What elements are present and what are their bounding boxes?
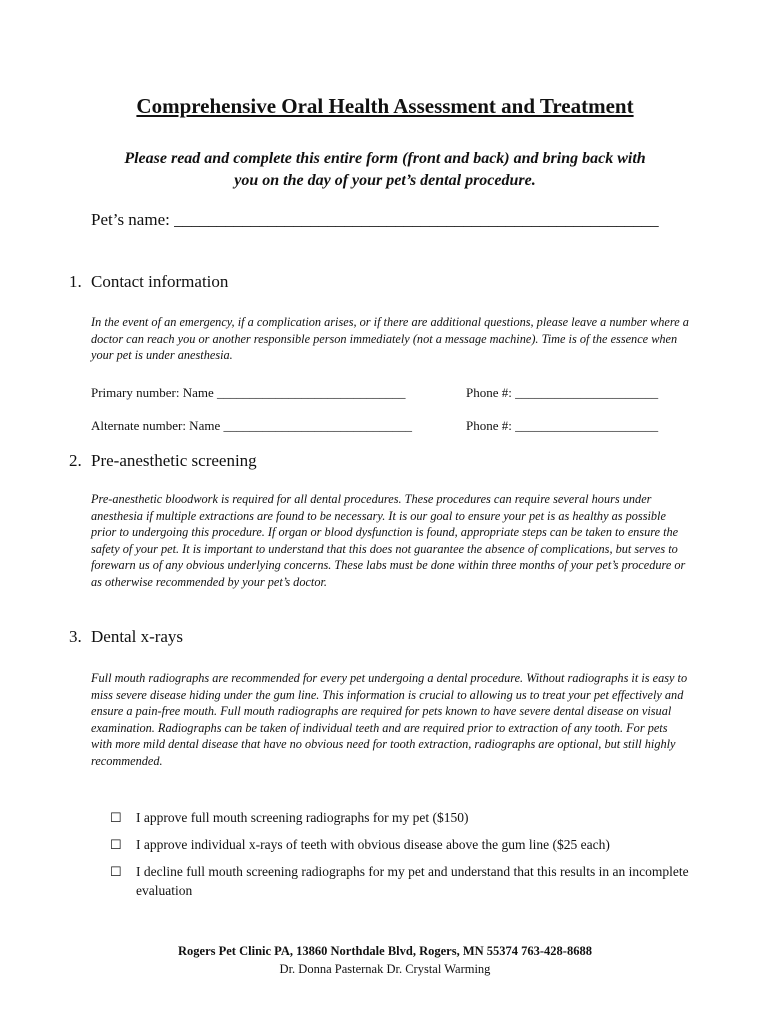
option-label: I approve full mouth screening radiographs for my pet ($150) bbox=[136, 810, 469, 825]
primary-name-blank[interactable]: _____________________________ bbox=[217, 385, 406, 400]
pet-name-label: Pet’s name: bbox=[91, 210, 175, 229]
phone-label: Phone #: bbox=[466, 418, 516, 433]
option-individual-approve[interactable] bbox=[110, 835, 690, 854]
instructions-line-2: you on the day of your pet’s dental procedure. bbox=[234, 172, 536, 189]
checkbox-icon[interactable]: ☐ bbox=[110, 864, 122, 879]
option-full-mouth-approve[interactable] bbox=[110, 808, 690, 827]
section-screening-heading bbox=[69, 451, 257, 471]
pet-name-field bbox=[91, 210, 659, 230]
option-label: I decline full mouth screening radiographs for my pet and understand that this results in an incomplete evaluation bbox=[136, 864, 689, 898]
section-number: 2. bbox=[69, 451, 82, 470]
primary-phone-blank[interactable]: ______________________ bbox=[515, 385, 659, 400]
section-contact-heading bbox=[69, 272, 228, 292]
contact-paragraph: In the event of an emergency, if a complication arises, or if there are additional questions, please leave a number where a doctor can reach you or another responsible person immediately (not a message machine). Time is of the essence when your pet is under anesthesia. bbox=[91, 315, 689, 362]
checkbox-icon[interactable]: ☐ bbox=[110, 810, 122, 825]
alternate-name-label: Alternate number: Name bbox=[91, 418, 224, 433]
section-xrays-heading bbox=[69, 627, 183, 647]
xrays-paragraph: Full mouth radiographs are recommended for every pet undergoing a dental procedure. Without radiographs it is easy to miss severe disease hiding under the gum line. This information is crucial to allowing us to treat your pet effectively and ensure a pain-free mouth. Full mouth radiographs are required for pets known to have severe dental disease on visual examination. Radiographs can be taken of individual teeth and are required prior to extraction of any tooth. For pets with more mild dental disease that have no obvious need for tooth extraction, radiographs are optional, but still highly recommended. bbox=[91, 671, 688, 768]
instructions-line-1: Please read and complete this entire form (front and back) and bring back with bbox=[124, 150, 646, 167]
section-title: Dental x-rays bbox=[91, 627, 184, 646]
section-number: 3. bbox=[69, 627, 82, 646]
alternate-number-row bbox=[91, 418, 691, 434]
pet-name-blank[interactable]: _________________________________________________________ bbox=[174, 210, 659, 229]
checkbox-icon[interactable]: ☐ bbox=[110, 837, 122, 852]
primary-phone bbox=[466, 385, 658, 401]
option-label: I approve individual x-rays of teeth with obvious disease above the gum line ($25 each) bbox=[136, 837, 610, 852]
primary-name-label: Primary number: Name bbox=[91, 385, 217, 400]
alternate-name-blank[interactable]: _____________________________ bbox=[223, 418, 412, 433]
instructions bbox=[80, 148, 690, 192]
option-full-mouth-decline[interactable] bbox=[110, 862, 690, 900]
section-title: Contact information bbox=[91, 272, 229, 291]
section-title: Pre-anesthetic screening bbox=[91, 451, 257, 470]
alternate-phone bbox=[466, 418, 658, 434]
screening-paragraph: Pre-anesthetic bloodwork is required for all dental procedures. These procedures can require several hours under anesthesia if multiple extractions are found to be necessary. It is our goal to ensure your pet is as healthy as possible prior to undergoing this procedure. If organ or blood dysfunction is found, appropriate steps can be taken to ensure the safety of your pet. It is important to understand that this does not guarantee the absence of complications, but serves to forewarn us of any obvious underlying concerns. These labs must be done within three months of your pet’s procedure or as otherwise recommended by your pet’s doctor. bbox=[91, 492, 686, 589]
phone-label: Phone #: bbox=[466, 385, 516, 400]
clinic-address: Rogers Pet Clinic PA, 13860 Northdale Blvd, Rogers, MN 55374 763-428-8688 bbox=[178, 944, 592, 958]
alternate-phone-blank[interactable]: ______________________ bbox=[515, 418, 659, 433]
primary-number-row bbox=[91, 385, 691, 401]
page-title: Comprehensive Oral Health Assessment and Treatment bbox=[136, 94, 634, 118]
section-number: 1. bbox=[69, 272, 82, 291]
clinic-doctors: Dr. Donna Pasternak Dr. Crystal Warming bbox=[279, 962, 491, 976]
